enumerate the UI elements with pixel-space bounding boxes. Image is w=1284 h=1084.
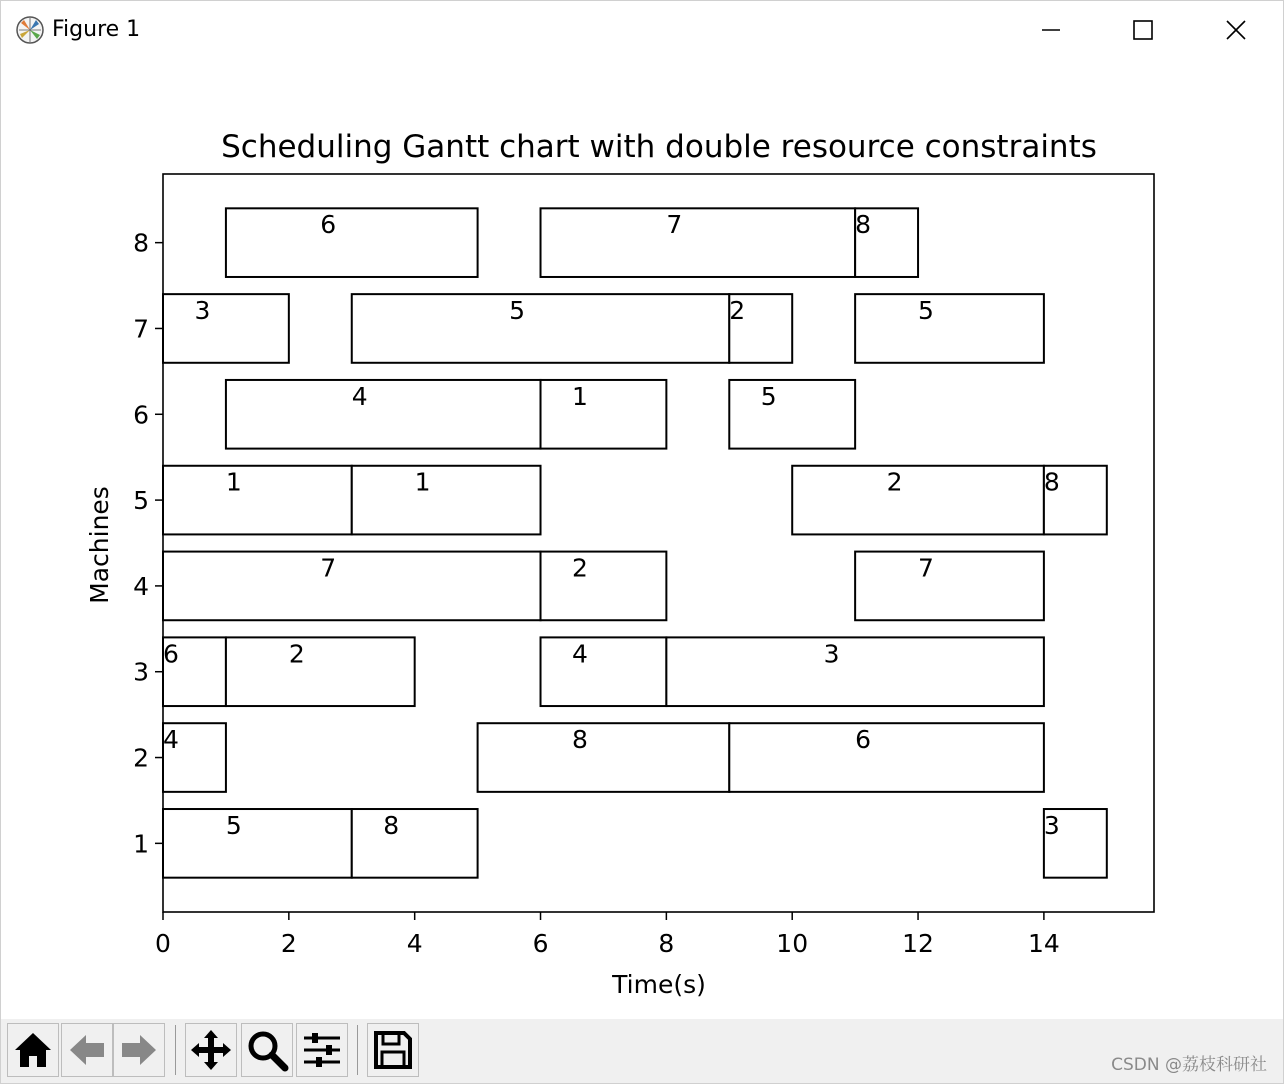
task-bar — [163, 294, 289, 363]
task-label: 5 — [918, 296, 934, 326]
task-label: 4 — [351, 381, 368, 411]
back-button[interactable] — [61, 1023, 113, 1077]
task-label: 8 — [383, 810, 400, 840]
task-bar — [478, 723, 730, 792]
task-bar — [163, 466, 352, 535]
task-bar — [226, 637, 415, 706]
task-label: 5 — [760, 381, 777, 411]
matplotlib-logo-icon — [15, 15, 45, 45]
window-title: Figure 1 — [52, 17, 141, 42]
save-button[interactable] — [367, 1023, 419, 1077]
task-label: 7 — [666, 210, 683, 240]
pan-button[interactable] — [185, 1023, 237, 1077]
chart-title: Scheduling Gantt chart with double resource constraints — [221, 129, 1097, 165]
x-tick-label: 4 — [406, 929, 423, 958]
y-tick-label: 7 — [133, 314, 149, 344]
task-bar — [666, 637, 1044, 706]
task-label: 7 — [918, 553, 934, 583]
task-bar — [855, 552, 1044, 621]
y-axis — [133, 229, 163, 859]
y-tick-label: 8 — [133, 228, 149, 258]
y-tick-label: 4 — [133, 571, 149, 601]
close-icon — [1225, 19, 1247, 41]
maximize-icon — [1132, 19, 1154, 41]
plot-frame — [163, 174, 1154, 912]
task-label: 8 — [571, 725, 588, 755]
x-tick-label: 8 — [658, 929, 675, 958]
close-button[interactable] — [1213, 7, 1259, 53]
task-label: 6 — [320, 210, 337, 240]
task-label: 6 — [163, 639, 179, 669]
task-bar — [352, 466, 541, 535]
y-tick-label: 6 — [133, 400, 149, 430]
task-bar — [541, 380, 667, 449]
task-label: 2 — [886, 467, 903, 497]
x-tick-label: 6 — [532, 929, 549, 958]
title-bar — [1, 1, 1283, 59]
y-tick-label: 5 — [133, 486, 149, 516]
task-bar — [792, 466, 1044, 535]
maximize-button[interactable] — [1120, 7, 1166, 53]
task-label: 2 — [288, 639, 305, 669]
y-tick-label: 1 — [133, 829, 149, 859]
task-label: 1 — [414, 467, 431, 497]
task-label: 2 — [729, 296, 746, 326]
task-label: 1 — [571, 381, 588, 411]
task-label: 3 — [1043, 810, 1060, 840]
zoom-button[interactable] — [241, 1023, 293, 1077]
task-bar — [729, 723, 1044, 792]
task-bar — [163, 552, 541, 621]
home-button[interactable] — [7, 1023, 59, 1077]
pan-icon — [189, 1028, 233, 1072]
task-label: 8 — [1043, 467, 1060, 497]
minimize-button[interactable] — [1028, 7, 1074, 53]
watermark-text: CSDN @荔枝科研社 — [1111, 1055, 1267, 1075]
task-label: 6 — [855, 725, 872, 755]
save-icon — [372, 1029, 414, 1071]
x-tick-label: 0 — [155, 929, 171, 958]
task-bar — [855, 294, 1044, 363]
task-bar — [226, 208, 478, 277]
forward-icon — [118, 1029, 160, 1071]
toolbar-separator — [175, 1025, 176, 1075]
task-bar — [352, 809, 478, 878]
x-tick-label: 14 — [1027, 929, 1060, 958]
task-bar — [163, 809, 352, 878]
task-label: 4 — [571, 639, 588, 669]
task-bar — [541, 637, 667, 706]
x-axis — [155, 912, 1060, 958]
y-tick-label: 3 — [133, 657, 149, 687]
task-label: 4 — [163, 725, 179, 755]
task-bar — [541, 552, 667, 621]
task-label: 5 — [509, 296, 525, 326]
task-label: 3 — [823, 639, 840, 669]
configure-subplots-button[interactable] — [296, 1023, 348, 1077]
task-bar — [541, 208, 856, 277]
configure-subplots-icon — [300, 1028, 344, 1072]
x-tick-label: 2 — [280, 929, 297, 958]
x-tick-label: 10 — [776, 929, 809, 958]
task-bar — [226, 380, 541, 449]
task-label: 7 — [320, 553, 337, 583]
task-label: 3 — [194, 296, 211, 326]
home-icon — [12, 1029, 54, 1071]
figure-canvas[interactable] — [1, 59, 1283, 1019]
x-axis-label: Time(s) — [612, 970, 706, 999]
y-axis-label: Machines — [85, 486, 114, 604]
minimize-icon — [1040, 19, 1062, 41]
task-label: 5 — [225, 810, 242, 840]
task-label: 1 — [225, 467, 242, 497]
toolbar-separator — [357, 1025, 358, 1075]
task-bar — [729, 380, 855, 449]
back-icon — [66, 1029, 108, 1071]
navigation-toolbar — [1, 1019, 1283, 1083]
x-tick-label: 12 — [902, 929, 934, 958]
y-tick-label: 2 — [133, 743, 149, 773]
task-label: 8 — [855, 210, 872, 240]
gantt-chart — [1, 59, 1283, 1019]
task-label: 2 — [571, 553, 588, 583]
task-bar — [352, 294, 730, 363]
task-bars — [163, 208, 1107, 877]
zoom-icon — [245, 1028, 289, 1072]
forward-button[interactable] — [113, 1023, 165, 1077]
